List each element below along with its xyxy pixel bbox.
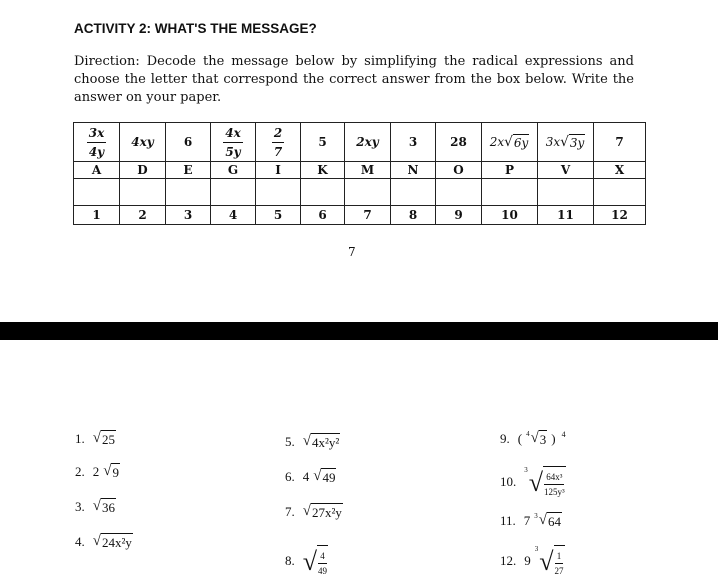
denominator: 125y³ [544,487,565,497]
radicand: 49 [322,470,336,485]
letter-cell: I [256,162,301,179]
answer-blank-cell[interactable] [256,179,301,206]
letter-cell: V [538,162,594,179]
radicand: 3y [569,135,585,150]
problem-item [75,430,116,448]
directions: Direction: Decode the message below by simplifying the radical expressions and choose the letter that correspond the correct answer from the box below. Write the answer on your paper. [74,54,634,105]
radicand: 3 [539,432,547,447]
radicand [317,545,328,577]
problem-item [500,466,566,498]
radical-sign-icon: √ [103,463,112,480]
answer-blank-cell[interactable] [594,179,646,206]
radicand [543,466,566,498]
exponent: 4 [561,430,566,439]
radical [93,498,116,516]
problem-item [500,430,566,448]
radical-sign-icon: √ [528,468,544,498]
number-cell: 12 [594,206,646,225]
answer-blank-cell[interactable] [391,179,436,206]
answer-cell [538,123,594,162]
problem-number: 9. [500,431,510,447]
radicand [554,545,565,577]
number-cell: 8 [391,206,436,225]
answer-row [74,123,646,162]
fraction [272,125,284,160]
letter-cell: E [166,162,211,179]
problem-item [285,503,343,521]
denominator: 5y [225,144,241,159]
numerator: 64x³ [544,471,564,485]
letter-cell: P [482,162,538,179]
numerator: 4x [223,125,243,143]
answer-blank-cell[interactable] [166,179,211,206]
answer-text: 2xy [356,135,379,149]
coefficient: 2 [92,464,100,480]
answer-cell [74,123,120,162]
problem-number: 5. [285,434,295,450]
fraction [544,471,565,498]
radicand: 27x²y [311,505,342,520]
answer-text: 28 [450,135,467,149]
answer-text: 5 [318,135,327,149]
number-cell: 11 [538,206,594,225]
problem-number: 10. [500,474,517,489]
answer-cell [120,123,166,162]
coefficient: 3x [545,134,561,149]
radical-sign-icon: √ [302,433,311,450]
radicand: 64 [547,514,561,529]
answer-cell [482,123,538,162]
problem-number: 11. [500,513,516,529]
letter-cell: K [301,162,345,179]
radicand: 4x²y² [311,435,340,450]
radical [93,533,133,551]
answer-cell [391,123,436,162]
letter-cell: M [345,162,391,179]
numerator: 4 [318,550,327,564]
problem-number: 4. [75,534,85,550]
radical [313,468,336,486]
number-cell: 9 [436,206,482,225]
radical [560,134,585,151]
problem-number: 8. [285,553,295,568]
radical-sign-icon: √ [560,133,569,150]
answer-blank-cell[interactable] [345,179,391,206]
fraction [318,550,327,577]
answer-cell [436,123,482,162]
problem-item [285,545,328,577]
denominator: 4y [88,144,105,159]
letter-cell: N [391,162,436,179]
blank-row [74,179,646,206]
radical-sign-icon: √ [504,133,513,150]
radical-index: 3 [524,466,528,474]
radical-index: 4 [526,430,530,438]
radical-sign-icon: √ [302,503,311,520]
answer-text: 3 [408,135,418,149]
fraction [555,550,564,577]
problem-item [500,545,565,577]
denominator: 27 [554,566,564,576]
answer-cell [594,123,646,162]
number-row [74,206,646,225]
letter-cell: A [74,162,120,179]
radical [303,503,343,521]
radical-sign-icon: √ [530,430,539,447]
problem-number: 1. [75,431,85,447]
letter-cell: D [120,162,166,179]
radical [534,512,562,530]
letter-cell: X [594,162,646,179]
numerator: 3x [87,125,107,143]
answer-cell [301,123,345,162]
problem-item [75,533,133,551]
fraction [223,125,243,160]
decoder-table [73,122,646,225]
problem-item [75,498,116,516]
coefficient: 9 [524,553,531,568]
radical-sign-icon: √ [92,498,101,515]
radical-sign-icon: √ [92,430,101,447]
answer-blank-cell[interactable] [211,179,256,206]
radical [303,545,328,577]
fraction [87,125,107,160]
answer-blank-cell[interactable] [538,179,594,206]
radical [535,545,565,577]
paren: ( [517,431,523,447]
radical [504,134,529,151]
coefficient: 2x [489,134,505,149]
radical-sign-icon: √ [539,547,554,577]
problem-item [285,468,336,486]
problem-number: 12. [500,553,517,568]
answer-blank-cell[interactable] [436,179,482,206]
radical-index: 3 [534,545,539,553]
radicand: 36 [101,500,115,515]
radical [303,433,341,451]
page-number: 7 [348,245,356,259]
coefficient: 4 [302,469,310,485]
letter-cell: G [211,162,256,179]
answer-cell [256,123,301,162]
answer-cell [211,123,256,162]
radical [93,430,116,448]
problem-item [75,463,120,481]
problem-number: 7. [285,504,295,520]
number-cell: 10 [482,206,538,225]
answer-blank-cell[interactable] [74,179,120,206]
answer-text: 4xy [131,135,154,149]
radicand: 25 [101,432,115,447]
radical [103,463,120,481]
radical-sign-icon: √ [538,512,547,529]
activity-title: ACTIVITY 2: WHAT'S THE MESSAGE? [74,21,317,36]
answer-cell [166,123,211,162]
letter-row [74,162,646,179]
answer-blank-cell[interactable] [120,179,166,206]
radical-index: 3 [534,512,538,520]
answer-blank-cell[interactable] [482,179,538,206]
numerator: 1 [555,550,564,564]
radical [524,466,565,498]
number-cell: 2 [120,206,166,225]
problem-number: 2. [75,464,85,480]
coefficient: 7 [523,513,531,529]
number-cell: 4 [211,206,256,225]
black-divider-bar [0,322,718,340]
denominator: 49 [318,566,328,576]
number-cell: 3 [166,206,211,225]
radicand: 6y [513,135,529,150]
number-cell: 6 [301,206,345,225]
numerator: 2 [272,125,284,143]
number-cell: 1 [74,206,120,225]
radical-sign-icon: √ [302,547,318,577]
radicand: 24x²y [101,535,132,550]
answer-blank-cell[interactable] [301,179,345,206]
number-cell: 5 [256,206,301,225]
problem-number: 3. [75,499,85,515]
problem-item [285,433,340,451]
problem-item [500,512,562,530]
paren: ) [551,431,556,447]
answer-text: 7 [615,135,624,149]
radical-sign-icon: √ [313,468,322,485]
radical [526,430,547,448]
answer-text: 6 [183,135,193,149]
problem-number: 6. [285,469,295,485]
radicand: 9 [112,465,119,480]
radical-sign-icon: √ [92,533,101,550]
letter-cell: O [436,162,482,179]
denominator: 7 [273,144,283,159]
answer-cell [345,123,391,162]
number-cell: 7 [345,206,391,225]
